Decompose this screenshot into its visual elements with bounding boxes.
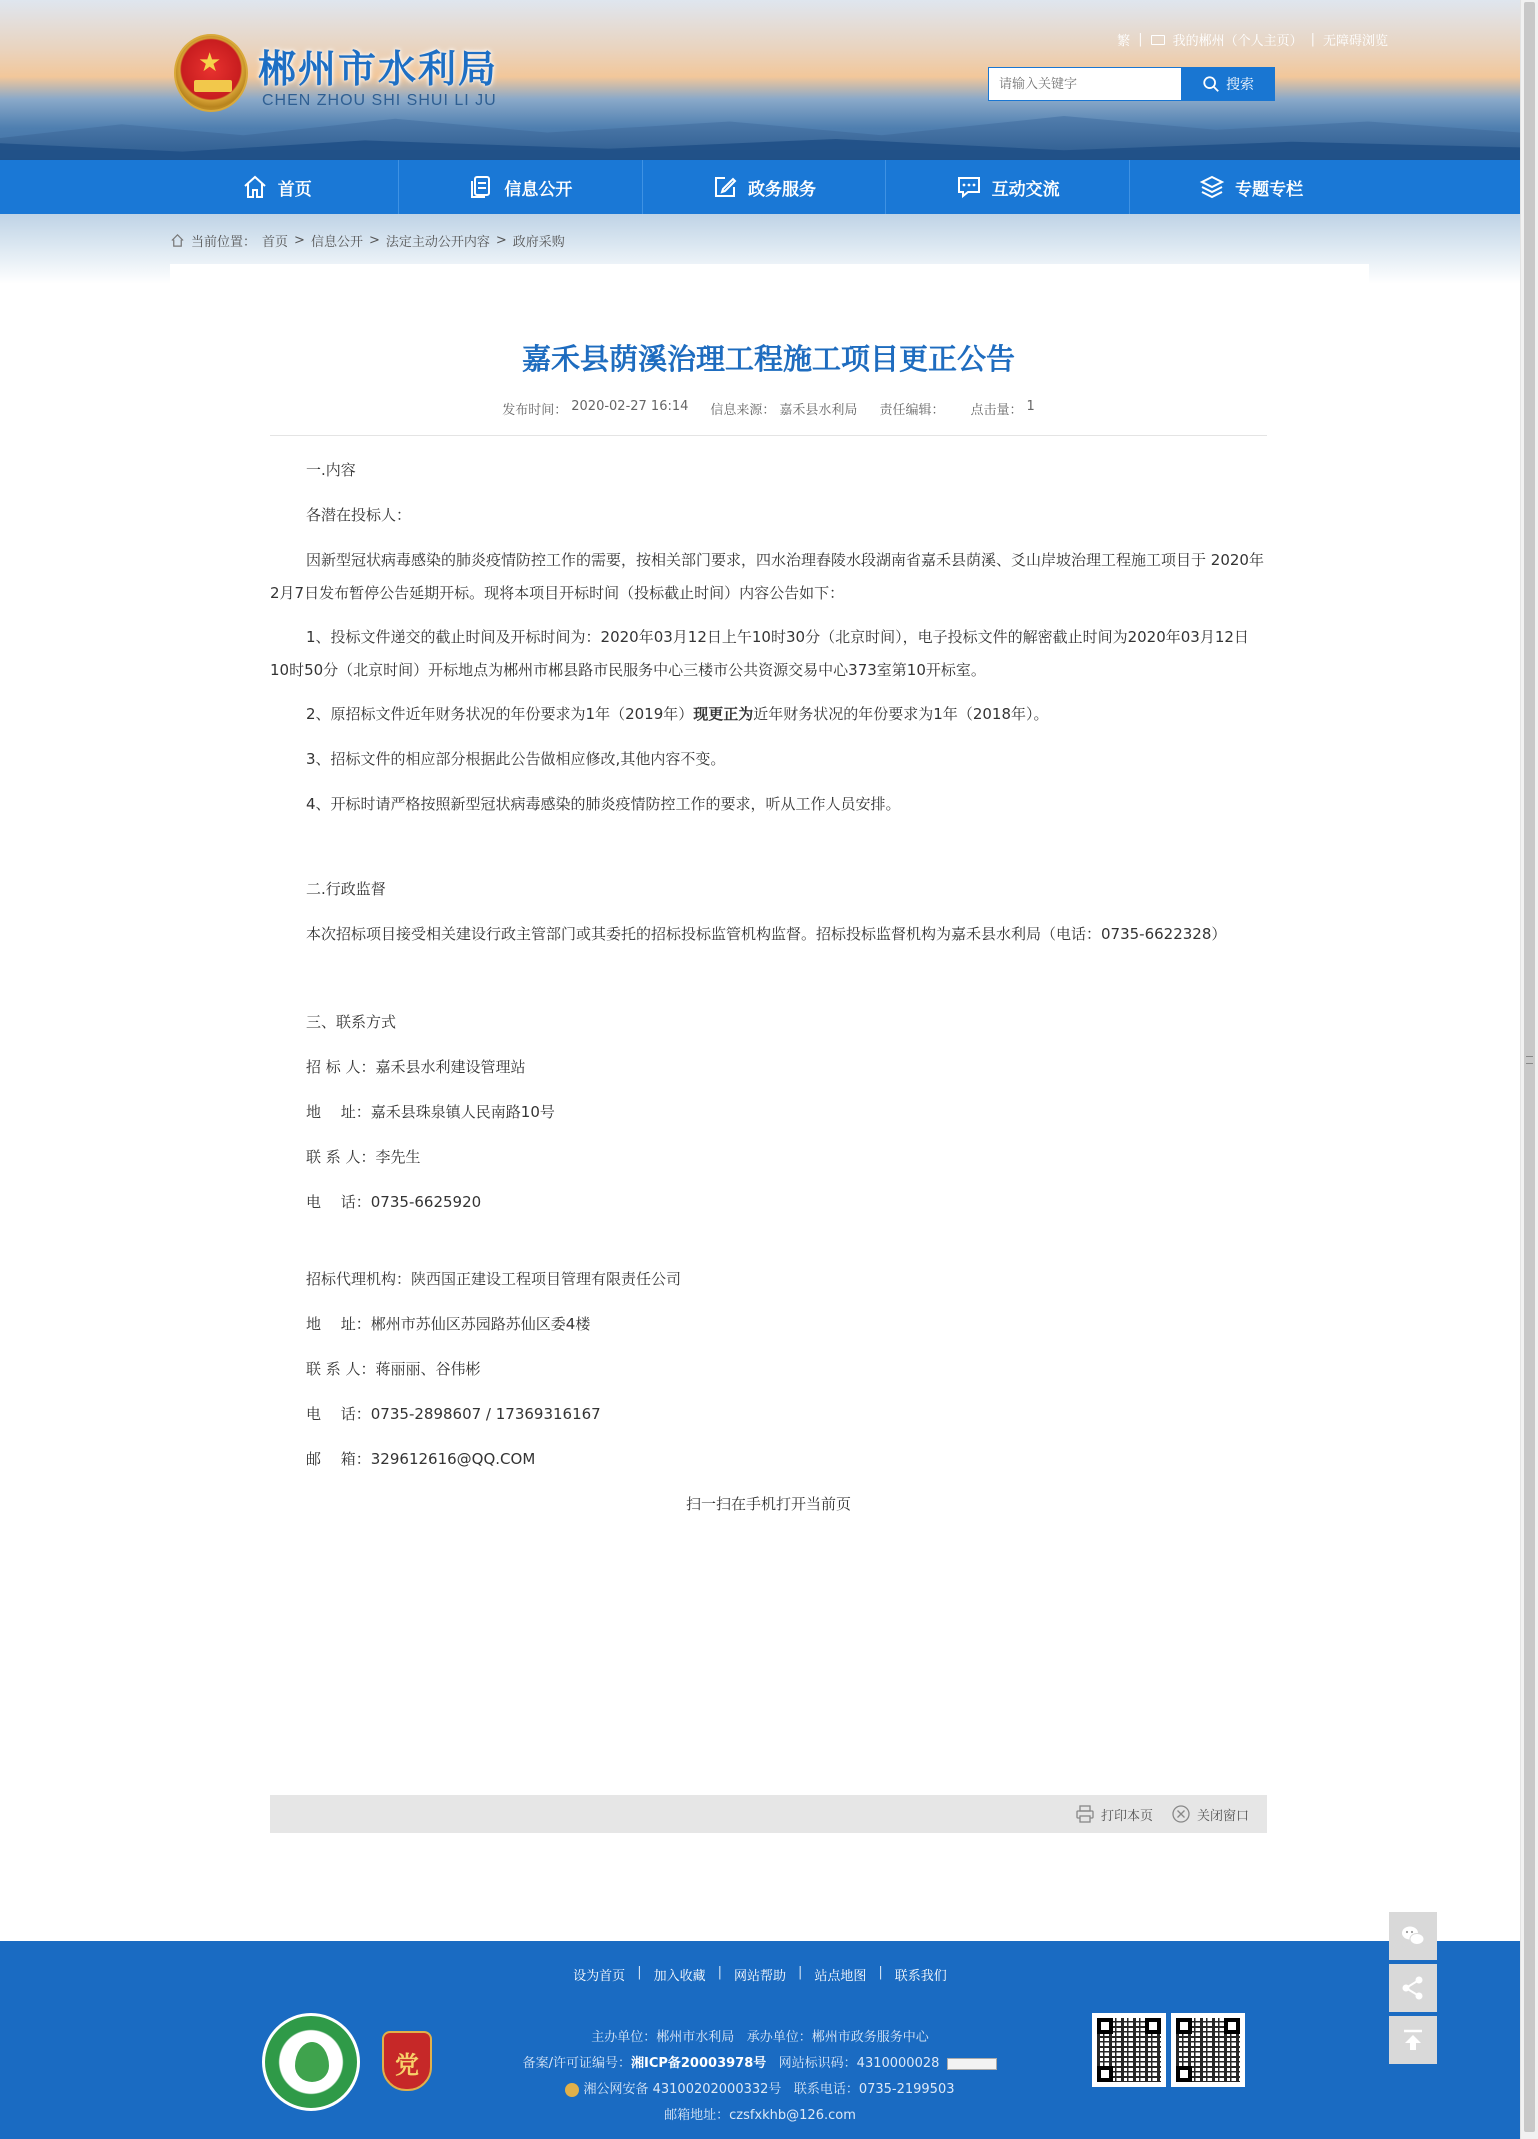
- paragraph: 本次招标项目接受相关建设行政主管部门或其委托的招标投标监管机构监督。招标投标监督机构为嘉禾县水利局（电话：0735-6622328）: [306, 925, 1227, 943]
- breadcrumb-item-statutory[interactable]: 法定主动公开内容: [385, 235, 490, 250]
- print-button[interactable]: [1075, 1804, 1153, 1824]
- top-links: [1117, 30, 1388, 49]
- print-bar: [270, 1795, 1267, 1833]
- footer-link-separator: |: [717, 1965, 722, 1980]
- nav-item-home[interactable]: [156, 160, 400, 214]
- contact-line: 地 址：郴州市苏仙区苏园路苏仙区委4楼: [306, 1315, 591, 1333]
- top-link-separator: |: [1138, 32, 1143, 47]
- breadcrumb-separator: >: [294, 233, 305, 248]
- footer-info: [0, 2025, 1520, 2129]
- search-input[interactable]: [989, 68, 1181, 100]
- breadcrumb-separator: >: [368, 233, 380, 248]
- site-title[interactable]: 郴州市水利局: [258, 47, 499, 91]
- footer-link-separator: |: [637, 1965, 642, 1980]
- traditional-chinese-link[interactable]: 繁: [1117, 34, 1131, 49]
- paragraph: [270, 698, 1267, 731]
- home-icon: [170, 233, 185, 248]
- contact-line: 招标代理机构：陕西国正建设工程项目管理有限责任公司: [306, 1270, 682, 1288]
- paragraph: 3、招标文件的相应部分根据此公告做相应修改,其他内容不变。: [306, 750, 726, 768]
- breadcrumb-item-procurement[interactable]: 政府采购: [512, 235, 565, 250]
- paragraph-emphasis: 现更正为: [693, 705, 754, 723]
- main-nav: [0, 160, 1520, 214]
- sponsor: 主办单位：郴州市水利局: [591, 2030, 735, 2045]
- footer-link-contact[interactable]: 联系我们: [894, 1969, 947, 1984]
- qr-code-wechat-icon: [1171, 2013, 1245, 2087]
- national-emblem-logo: [174, 34, 248, 112]
- qr-code-app-icon: [1092, 2013, 1166, 2087]
- document-icon: [468, 174, 494, 200]
- qr-caption: 扫一扫在手机打开当前页: [685, 1495, 851, 1513]
- paragraph-text: 近年财务状况的年份要求为1年（2018年）。: [753, 705, 1049, 723]
- police-record[interactable]: 湘公网安备 43100202000332号: [583, 2082, 782, 2097]
- section-heading: 三、联系方式: [306, 1013, 397, 1031]
- nav-label: 互动交流: [991, 179, 1060, 200]
- edit-icon: [712, 174, 738, 200]
- clicks-label: 点击量：: [970, 403, 1023, 418]
- emblem-gate-icon: [194, 80, 232, 92]
- site-subtitle: CHEN ZHOU SHI SHUI LI JU: [262, 92, 497, 109]
- contact-line: 地 址：嘉禾县珠泉镇人民南路10号: [306, 1103, 555, 1121]
- paragraph: 因新型冠状病毒感染的肺炎疫情防控工作的需要，按相关部门要求，四水治理舂陵水段湖南省嘉禾县荫溪、爻山岸坡治理工程施工项目于 2020年2月7日发布暂停公告延期开标。现将本项目开标时间（投标截止时间）内容公告如下：: [270, 551, 1264, 602]
- police-badge-icon: [565, 2083, 579, 2097]
- footer-link-help[interactable]: 网站帮助: [733, 1969, 786, 1984]
- breadcrumb: [170, 231, 565, 250]
- section-heading: 二.行政监督: [306, 880, 386, 898]
- footer-email: 邮箱地址：czsfxkhb@126.com: [664, 2108, 856, 2123]
- search-icon: [1202, 75, 1220, 93]
- contact-line: 招 标 人：嘉禾县水利建设管理站: [306, 1058, 526, 1076]
- organizer: 承办单位：郴州市政务服务中心: [746, 2030, 929, 2045]
- monitor-icon: [1151, 35, 1165, 45]
- nav-item-interaction[interactable]: [886, 160, 1130, 214]
- contact-line: 电 话：0735-2898607 / 17369316167: [306, 1405, 601, 1423]
- paragraph: 各潜在投标人：: [306, 506, 412, 524]
- home-icon: [242, 174, 268, 200]
- close-label: 关闭窗口: [1196, 1808, 1249, 1824]
- printer-icon: [1075, 1804, 1095, 1824]
- vertical-scrollbar[interactable]: [1520, 0, 1538, 2139]
- nav-item-gov-service[interactable]: [643, 160, 887, 214]
- chat-icon: [956, 174, 982, 200]
- publish-time: 2020-02-27 16:14: [571, 399, 689, 414]
- content-top-panel: [170, 264, 1369, 294]
- publish-time-label: 发布时间：: [502, 403, 568, 418]
- article-divider: [270, 435, 1267, 436]
- article-title: 嘉禾县荫溪治理工程施工项目更正公告: [521, 342, 1015, 376]
- nav-label: 信息公开: [504, 179, 573, 200]
- cnzz-icon[interactable]: [947, 2058, 997, 2070]
- footer-link-separator: |: [798, 1965, 803, 1980]
- nav-label: 首页: [277, 179, 312, 200]
- article: [270, 300, 1267, 1521]
- footer-link-set-home[interactable]: 设为首页: [573, 1969, 626, 1984]
- source-label: 信息来源：: [710, 403, 776, 418]
- editor-label: 责任编辑：: [879, 403, 945, 418]
- nav-label: 专题专栏: [1235, 179, 1304, 200]
- source: 嘉禾县水利局: [779, 403, 858, 418]
- my-chenzhou-link[interactable]: 我的郴州（个人主页）: [1172, 34, 1303, 49]
- breadcrumb-separator: >: [495, 233, 507, 248]
- footer-link-sitemap[interactable]: 站点地图: [814, 1969, 867, 1984]
- print-label: 打印本页: [1100, 1808, 1153, 1824]
- scrollbar-thumb[interactable]: [1524, 2, 1535, 2132]
- layers-icon: [1199, 174, 1225, 200]
- breadcrumb-item-info[interactable]: 信息公开: [310, 235, 363, 250]
- footer-phone: 联系电话：0735-2199503: [793, 2082, 955, 2097]
- footer-links: [0, 1965, 1520, 1984]
- contact-line: 邮 箱：329612616@QQ.COM: [306, 1450, 536, 1468]
- icp-number[interactable]: 湘ICP备20003978号: [630, 2056, 767, 2071]
- close-icon: [1171, 1804, 1191, 1824]
- back-to-top-button[interactable]: [1389, 2016, 1437, 2064]
- contact-line: 联 系 人：李先生: [306, 1148, 421, 1166]
- search-box: [988, 67, 1275, 101]
- nav-item-info-disclosure[interactable]: [399, 160, 643, 214]
- scrollbar-grip-icon: [1526, 1056, 1533, 1064]
- nav-item-special-topics[interactable]: [1130, 160, 1373, 214]
- footer-link-separator: |: [878, 1965, 883, 1980]
- share-float-button[interactable]: [1389, 1964, 1437, 2012]
- breadcrumb-prefix: 当前位置：: [191, 235, 257, 250]
- footer: [0, 1941, 1520, 2139]
- share-icon: [1399, 1974, 1427, 2002]
- contact-line: 联 系 人：蒋丽丽、谷伟彬: [306, 1360, 481, 1378]
- paragraph: 4、开标时请严格按照新型冠状病毒感染的肺炎疫情防控工作的要求，听从工作人员安排。: [306, 795, 901, 813]
- breadcrumb-item-home[interactable]: 首页: [262, 235, 289, 250]
- paragraph-text: 2、原招标文件近年财务状况的年份要求为1年（2019年）: [306, 705, 694, 723]
- search-button[interactable]: [1181, 67, 1275, 101]
- click-count: 1: [1026, 399, 1035, 414]
- wechat-icon: [1399, 1922, 1427, 1950]
- icp-label: 备案/许可证编号：: [522, 2056, 631, 2071]
- article-body: [270, 454, 1267, 1521]
- wechat-float-button[interactable]: [1389, 1912, 1437, 1960]
- article-meta: [270, 399, 1267, 419]
- footer-link-favorite[interactable]: 加入收藏: [653, 1969, 706, 1984]
- paragraph: 1、投标文件递交的截止时间及开标时间为：2020年03月12日上午10时30分（北京时间），电子投标文件的解密截止时间为2020年03月12日10时50分（北京时间）开标地点为郴州市郴县路市民服务中心三楼市公共资源交易中心373室第10开标室。: [270, 628, 1249, 679]
- section-heading: 一.内容: [306, 461, 356, 479]
- emblem-star-icon: ★: [198, 48, 222, 78]
- site-code: 网站标识码：4310000028: [778, 2056, 940, 2071]
- search-button-label: 搜索: [1226, 77, 1254, 93]
- close-window-button[interactable]: [1171, 1804, 1249, 1824]
- top-link-separator: |: [1310, 32, 1315, 47]
- accessible-browsing-link[interactable]: 无障碍浏览: [1322, 34, 1388, 49]
- nav-label: 政务服务: [747, 179, 816, 200]
- contact-line: 电 话：0735-6625920: [306, 1193, 482, 1211]
- arrow-up-icon: [1399, 2026, 1427, 2054]
- party-badge-text: 党: [395, 2051, 419, 2079]
